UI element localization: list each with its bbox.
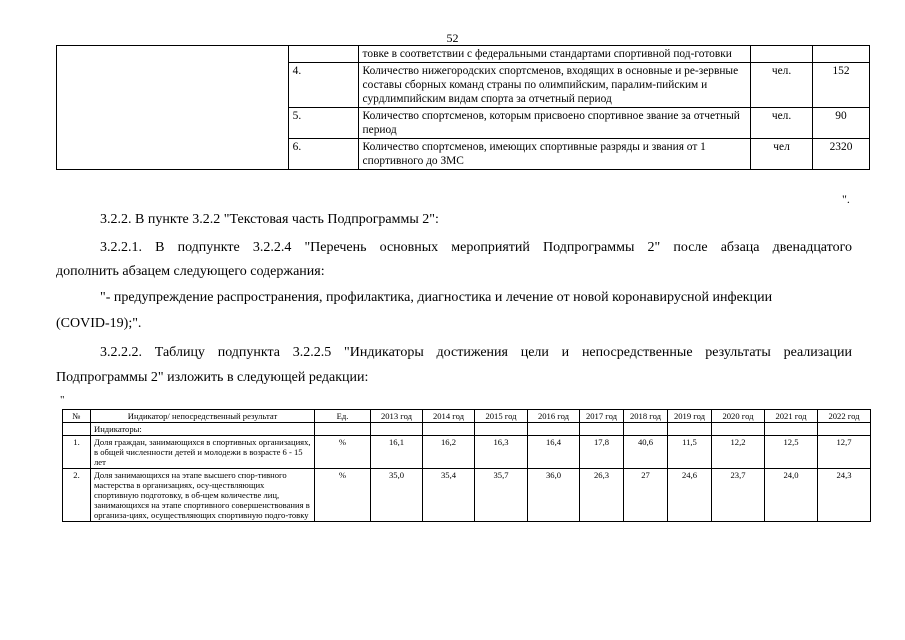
row-value: 24,3	[818, 469, 871, 522]
row-indicator: Доля занимающихся на этапе высшего спор-тивного мастерства в организациях, осу-ществляющих спортивную подготовку, в об-щем количестве лиц, занимающихся на этапе спортивного совершенствования в организа-циях, осуществляющих спортивную подго-товку	[91, 469, 315, 522]
empty-merged-cell	[57, 46, 289, 170]
row-value: 26,3	[580, 469, 624, 522]
header-year: 2013 год	[371, 410, 423, 423]
paragraph-3-2-2-1-line2: дополнить абзацем следующего содержания:	[56, 264, 325, 279]
row-value: 90	[813, 108, 870, 139]
row-number: 1.	[63, 436, 91, 469]
page-number: 52	[446, 31, 459, 45]
row-value: 35,4	[423, 469, 475, 522]
row-value: 16,4	[528, 436, 580, 469]
section-empty-cell	[63, 423, 91, 436]
row-value: 12,7	[818, 436, 871, 469]
header-year: 2014 год	[423, 410, 475, 423]
results-table-continued	[56, 45, 870, 170]
indicators-table	[62, 409, 871, 522]
closing-quote: ".	[842, 192, 850, 206]
row-value: 23,7	[712, 469, 765, 522]
table-row	[63, 469, 871, 522]
table-header-row	[63, 410, 871, 423]
row-unit: чел	[751, 139, 813, 170]
row-value: 24,6	[668, 469, 712, 522]
section-empty-cell	[315, 423, 371, 436]
row-value: 2320	[813, 139, 870, 170]
row-value: 16,1	[371, 436, 423, 469]
row-value: 35,0	[371, 469, 423, 522]
header-year: 2019 год	[668, 410, 712, 423]
paragraph-3-2-2: 3.2.2. В пункте 3.2.2 "Текстовая часть Подпрограммы 2":	[100, 212, 439, 227]
row-number: 5.	[288, 108, 358, 139]
row-indicator: Доля граждан, занимающихся в спортивных организациях, в общей численности детей и молодежи в возрасте 6 - 15 лет	[91, 436, 315, 469]
row-value: 24,0	[765, 469, 818, 522]
header-unit: Ед.	[315, 410, 371, 423]
header-year: 2016 год	[528, 410, 580, 423]
row-unit: %	[315, 469, 371, 522]
header-year: 2021 год	[765, 410, 818, 423]
row-value: 17,8	[580, 436, 624, 469]
row-value: 35,7	[475, 469, 528, 522]
row-value: 12,2	[712, 436, 765, 469]
row-value	[813, 46, 870, 63]
row-text: Количество спортсменов, имеющих спортивные разряды и звания от 1 спортивного до ЗМС	[358, 139, 751, 170]
row-unit: чел.	[751, 108, 813, 139]
inserted-paragraph-line2: (COVID-19);".	[56, 316, 142, 331]
header-year: 2015 год	[475, 410, 528, 423]
row-number: 4.	[288, 63, 358, 108]
header-year: 2022 год	[818, 410, 871, 423]
header-year: 2020 год	[712, 410, 765, 423]
row-unit: %	[315, 436, 371, 469]
row-text: товке в соответствии с федеральными стандартами спортивной под-готовки	[358, 46, 751, 63]
header-year: 2018 год	[624, 410, 668, 423]
row-text: Количество нижегородских спортсменов, входящих в основные и ре-зервные составы сборных команд страны по олимпийским, паралим-пийским и сурдлимпийским видам спорта за отчетный период	[358, 63, 751, 108]
opening-quote: "	[60, 394, 65, 406]
inserted-paragraph-line1: "- предупреждение распространения, профилактика, диагностика и лечение от новой коронавирусной инфекции	[100, 290, 773, 305]
header-indicator: Индикатор/ непосредственный результат	[91, 410, 315, 423]
row-text: Количество спортсменов, которым присвоено спортивное звание за отчетный период	[358, 108, 751, 139]
table-row	[57, 46, 870, 63]
paragraph-3-2-2-2-line1: 3.2.2.2. Таблицу подпункта 3.2.2.5 "Индикаторы достижения цели и непосредственные результаты реализации	[100, 345, 852, 360]
row-value: 36,0	[528, 469, 580, 522]
paragraph-3-2-2-2-line2: Подпрограммы 2" изложить в следующей редакции:	[56, 370, 369, 385]
header-number: №	[63, 410, 91, 423]
row-value: 27	[624, 469, 668, 522]
header-year: 2017 год	[580, 410, 624, 423]
paragraph-3-2-2-1-line1: 3.2.2.1. В подпункте 3.2.2.4 "Перечень основных мероприятий Подпрограммы 2" после абзаца двенадцатого	[100, 240, 852, 255]
row-unit: чел.	[751, 63, 813, 108]
section-label: Индикаторы:	[91, 423, 315, 436]
row-number: 6.	[288, 139, 358, 170]
row-number	[288, 46, 358, 63]
row-value: 12,5	[765, 436, 818, 469]
row-unit	[751, 46, 813, 63]
row-value: 40,6	[624, 436, 668, 469]
row-number: 2.	[63, 469, 91, 522]
row-value: 16,3	[475, 436, 528, 469]
table-row	[63, 436, 871, 469]
row-value: 16,2	[423, 436, 475, 469]
row-value: 152	[813, 63, 870, 108]
row-value: 11,5	[668, 436, 712, 469]
section-row	[63, 423, 871, 436]
